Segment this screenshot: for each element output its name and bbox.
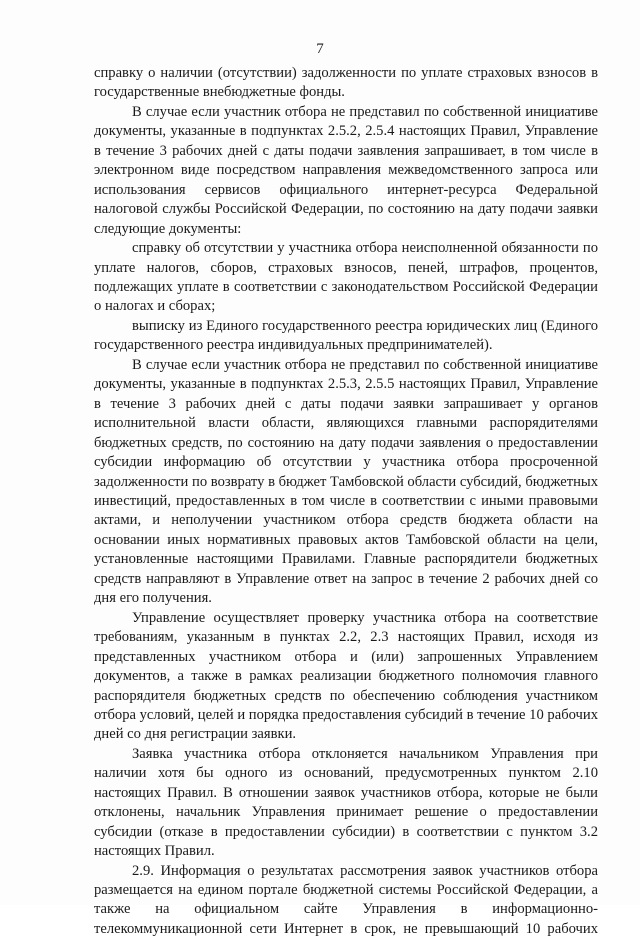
paragraph-rejection: Заявка участника отбора отклоняется начальником Управления при наличии хотя бы одного из оснований, предусмотренных пунктом 2.10 настоящих Правил. В отношении заявок участников отбора, которые не были отклонены, начальник Управления принимает решение о предоставлении субсидии (отказе в предоставлении субсидии) в соответствии с пунктом 3.2 настоящих Правил.	[94, 745, 598, 860]
paragraph-2-9-results: 2.9. Информация о результатах рассмотрения заявок участников отбора размещается на едином портале бюджетной системы Российской Федерации, а также на официальном сайте Управления в информационно-телекоммуникационной сети Интернет в срок, не превышающий 10 рабочих	[94, 862, 598, 937]
paragraph-registry-extract: выписку из Единого государственного реестра юридических лиц (Единого государственного реестра индивидуальных предпринимателей).	[94, 317, 598, 354]
document-body	[94, 64, 598, 939]
paragraph-request-tax-documents: В случае если участник отбора не представил по собственной инициативе документы, указанные в подпунктах 2.5.2, 2.5.4 настоящих Правил, Управление в течение 3 рабочих дней с даты подачи заявления запрашивает, в том числе в электронном виде посредством направления межведомственного запроса или использования сервисов официального интернет-ресурса Федеральной налоговой службы Российской Федерации, по состоянию на дату подачи заявки следующие документы:	[94, 103, 598, 237]
paragraph-request-budget-info: В случае если участник отбора не представил по собственной инициативе документы, указанные в подпунктах 2.5.3, 2.5.5 настоящих Правил, Управление в течение 3 рабочих дней с даты подачи заявки запрашивает у органов исполнительной власти области, являющихся главными распорядителями бюджетных средств, по состоянию на дату подачи заявления о предоставлении субсидии информацию об отсутствии у участника отбора просроченной задолженности по возврату в бюджет Тамбовской области субсидий, бюджетных инвестиций, предоставленных в том числе в соответствии с иными правовыми актами, и неполучении участником отбора средств бюджета области на основании иных нормативных правовых актов Тамбовской области на цели, установленные настоящими Правилами. Главные распорядители бюджетных средств направляют в Управление ответ на запрос в течение 2 рабочих дней со дня его получения.	[94, 356, 598, 607]
paragraph-verification: Управление осуществляет проверку участника отбора на соответствие требованиям, указанным в пунктах 2.2, 2.3 настоящих Правил, исходя из представленных участником отбора и (или) запрошенных Управлением документов, а также в рамках реализации бюджетного полномочия главного распорядителя бюджетных средств по обеспечению соблюдения участником отбора условий, целей и порядка предоставления субсидий в течение 10 рабочих дней со дня регистрации заявки.	[94, 609, 598, 743]
paragraph-continuation: справку о наличии (отсутствии) задолженности по уплате страховых взносов в государственные внебюджетные фонды.	[94, 65, 598, 101]
page-number: 7	[316, 41, 324, 57]
paragraph-tax-certificate: справку об отсутствии у участника отбора неисполненной обязанности по уплате налогов, сборов, страховых взносов, пеней, штрафов, процентов, подлежащих уплате в соответствии с законодательством Российской Федерации о налогах и сборах;	[94, 240, 598, 315]
